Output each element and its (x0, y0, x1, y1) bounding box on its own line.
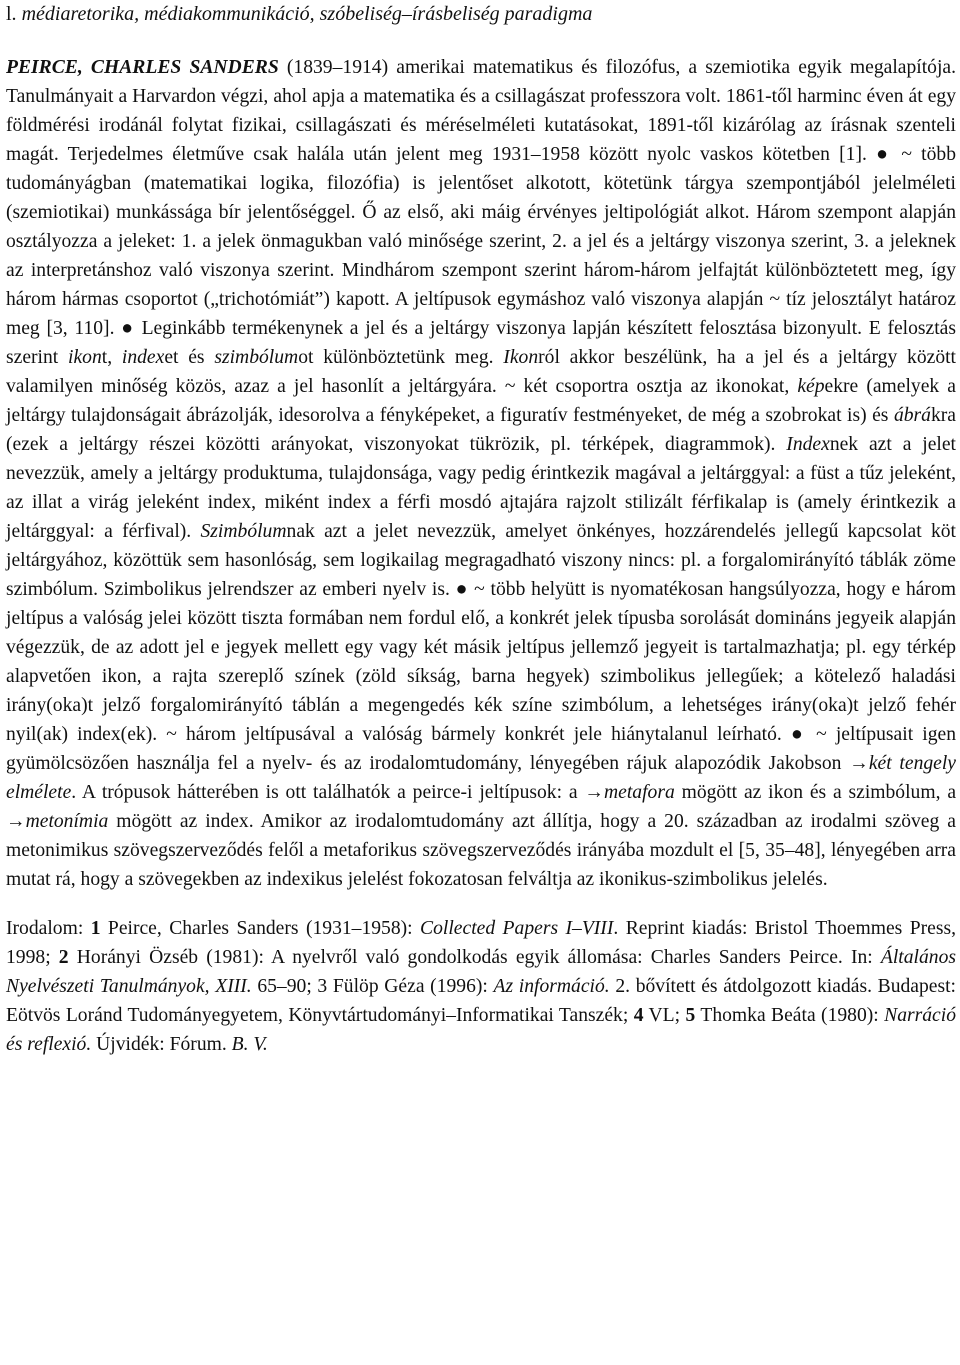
running-header (6, 0, 956, 27)
entry-text-9: nak azt a jelet nevezzük, amelyet önkényes, hozzárendelés jellegű kapcsolat köt jeltárgyához, közöttük sem hasonlóság, sem logikailag megragadható viszony nincs: pl. a forgalomirányító táblák zöme szimbólum. Szimbolikus jelrendszer az emberi nyelv is. ● ~ több helyütt is nyomatékosan hangsúlyozza, hogy e három jeltípus a valóság jelei között tiszta formában nem fordul elő, a konkrét jelek típusba sorolását domináns jegyeik alapján végezzük, de az adott jel e jegyek mellett egy vagy két másik jeltípus jellemző jegyeit is tartalmazhatja; pl. egy térkép alapvetően ikon, a rajta szereplő színek (zöld síkság, barna hegyek) szimbolikus jellegűek; a kötelező haladási irány(oka)t jelző forgalomirányító táblán a megengedés kék színe szimbólum, a lehetséges irány(oka)t jelző fehér nyil(ak) index(ek). ~ három jeltípusával a valóság bármely konkrét jele hiánytalanul leírható. ● ~ jeltípusait igen gyümölcsözően használja fel a nyelv- és az irodalomtudomány, lényegében rájuk alapozódik Jakobson (6, 521, 956, 774)
ref-number-2: 2 (58, 947, 69, 968)
ref-2-text-b: 65–90; 3 Fülöp Géza (1996): (251, 976, 494, 997)
bibliography (6, 914, 956, 1059)
ref-1-text-b: . Reprint kiadás: Bristol Thoemmes Press, 1998; (6, 918, 957, 968)
cross-ref-arrow-icon: → (6, 811, 26, 832)
bibliography-intro: Irodalom: (6, 918, 91, 939)
cross-ref-metonimia[interactable]: metonímia (25, 811, 109, 832)
term-index: index (121, 347, 165, 368)
entry-text-11: mögött az ikon és a szimbólum, a (674, 782, 957, 803)
entry-text-3: et és (164, 347, 215, 368)
ref-5-text-b: Újvidék: Fórum. (91, 1034, 232, 1055)
cross-ref-ket-tengely[interactable]: két tengely elmélete (6, 753, 956, 803)
term-szimbolum-2: Szimbólum (200, 521, 287, 542)
ref-2-text: Horányi Özséb (1981): A nyelvről való gondolkodás egyik állomása: Charles Sanders Peirce. In: (68, 947, 881, 968)
dictionary-page (6, 0, 956, 1059)
ref-number-5: 5 (685, 1005, 696, 1026)
ref-5-text: Thomka Beáta (1980): (695, 1005, 885, 1026)
entry-text-5: ról akkor beszélünk, ha a jel és a jeltárgy között valamilyen minőség közös, azaz a jel hasonlít a jeltárgyára. ~ két csoportra osztja az ikonokat, (6, 347, 957, 397)
ref-5-title: Narráció és reflexió. (6, 1005, 956, 1055)
entry-text-7: kra (ezek a jeltárgy részei közötti arányokat, viszonyokat tükrözik, pl. térképek, diagrammok). (6, 405, 956, 455)
cross-ref-arrow-icon: → (849, 753, 869, 774)
entry-text-6: ekre (amelyek a jeltárgy tulajdonságait ábrázolják, idesorolva a fényképeket, a figuratív festményeket, de még a szobrokat is) és (6, 376, 956, 426)
entry-text-2: t, (101, 347, 122, 368)
entry-text-10: . A trópusok hátterében is ott találhatók a peirce-i jeltípusok: a (71, 782, 585, 803)
cross-ref-metafora[interactable]: metafora (604, 782, 675, 803)
entry-text-8: nek azt a jelet nevezzük, amely a jeltárgy produktuma, tulajdonsága, vagy pedig érintkezik magával a jeltárggyal: a füst a tűz jeleként, az illat a virág jeleként index, miként index a férfi mosdó ajtajára rajzolt stilizált férfikalap is (amely érintkezik a jeltárggyal: a férfival). (6, 434, 956, 542)
ref-3-text: 2. bővített és átdolgozott kiadás. Budapest: Eötvös Loránd Tudományegyetem, Könyvtártudományi–Informatikai Tanszék; (6, 976, 956, 1026)
entry-peirce (6, 53, 956, 894)
entry-keyword: PEIRCE, CHARLES SANDERS (6, 57, 279, 78)
header-title: médiaretorika, médiakommunikáció, szóbeliség–írásbeliség paradigma (21, 3, 593, 25)
term-ikon: ikon (68, 347, 102, 368)
entry-text-1: (1839–1914) amerikai matematikus és filozófus, a szemiotika egyik megalapítója. Tanulmányait a Harvardon végzi, ahol apja a matematika és a csillagászat professzora volt. 1861-től harminc éven át egy földmérési irodánál folytat fizikai, csillagászati és méréselméleti kutatásokat, 1891-től kizárólag az írásnak szenteli magát. Terjedelmes életműve csak halála után jelent meg 1931–1958 között nyolc vaskos kötetben [1]. ● ~ több tudományágban (matematikai logika, filozófia) is jelentőset alkotott, kötetünk tárgya szempontjából jelelméleti (szemiotikai) munkássága bír jelentőséggel. Ő az első, aki máig érvényes jeltipológiát alkot. Három szempont alapján osztályozza a jeleket: 1. a jelek önmagukban való minősége szerint, 2. a jel és a jeltárgy viszonya szerint, 3. a jeleknek az interpretánshoz való viszonya szerint. Mindhárom szempont szerint három-három jelfajtát különböztetett meg, így három hármas csoportot („trichotómiát”) kapott. A jeltípusok egymáshoz való viszonya alapján ~ tíz jelosztályt határoz meg [3, 110]. ● Leginkább termékenynek a jel és a jeltárgy viszonya lapján készített felosztása bizonyult. E felosztás szerint (6, 57, 957, 368)
term-kep: kép (797, 376, 825, 397)
term-ikon-2: Ikon (503, 347, 539, 368)
ref-1-title: Collected Papers I–VIII (420, 918, 614, 939)
term-szimbolum: szimbólum (214, 347, 299, 368)
term-abra: ábrá (893, 405, 931, 426)
ref-number-4: 4 (633, 1005, 644, 1026)
ref-1-text: Peirce, Charles Sanders (1931–1958): (100, 918, 421, 939)
ref-number-1: 1 (90, 918, 101, 939)
ref-4-text: VL; (643, 1005, 686, 1026)
ref-3-title: Az információ. (493, 976, 610, 997)
cross-ref-arrow-icon: → (584, 782, 605, 803)
entry-text-12: mögött az index. Amikor az irodalomtudomány azt állítja, hogy a 20. században az irodalmi szöveg a metonimikus szövegszerveződés felől a metaforikus szövegszerveződés irányába mozdult el [5, 35–48], lényegében arra mutat rá, hogy a szövegekben az indexikus jelelést fokozatosan felváltja az ikonikus-szimbolikus jelelés. (6, 811, 956, 890)
author-initials: B. V. (231, 1034, 268, 1055)
term-index-2: Index (786, 434, 830, 455)
header-number: l. (6, 3, 17, 25)
entry-text-4: ot különböztetünk meg. (298, 347, 504, 368)
ref-2-title: Általános Nyelvészeti Tanulmányok, XIII. (6, 947, 957, 997)
